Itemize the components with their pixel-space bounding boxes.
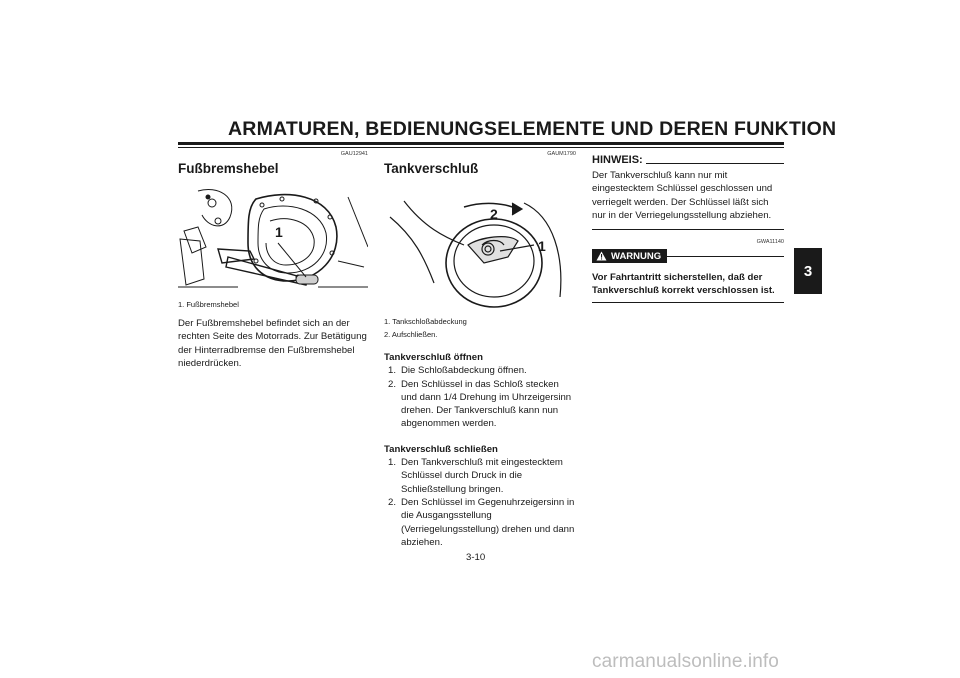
chapter-tab[interactable]: 3 <box>794 248 822 294</box>
section-title: Tankverschluß <box>384 161 479 176</box>
warning-text: Vor Fahrtantritt sicherstellen, daß der Tankverschluß korrekt verschlossen ist. <box>592 272 775 297</box>
watermark[interactable]: carmanualsonline.info <box>592 651 779 672</box>
list-item: 2. Den Schlüssel in das Schloß stecken und dann 1/4 Drehung im Uhrzeigersinn drehen. Der Tankverschluß kann nun abgenommen werden. <box>388 378 572 430</box>
note-label: HINWEIS: <box>592 154 643 166</box>
fuel-cap-illustration <box>384 187 576 311</box>
list-item: 1. Die Schloßabdeckung öffnen. <box>388 365 527 377</box>
warning-code: GWA11140 <box>756 239 784 246</box>
steps-close <box>384 456 576 549</box>
note-and-warning <box>592 150 784 303</box>
header-rule-thin <box>178 147 784 148</box>
section-body: Der Fußbremshebel befindet sich an der rechten Seite des Motorrads. Zur Betätigung der Hinterradbremse den Fußbremshebel niederdrücken. <box>178 318 367 369</box>
warning-label: WARNUNG <box>611 250 662 262</box>
note-header <box>592 150 784 166</box>
callout-1: 1 <box>538 238 546 254</box>
page-number: 3-10 <box>466 552 486 563</box>
note-text: Der Tankverschluß kann nur mit eingestecktem Schlüssel geschlossen und verriegelt werden. Der Schlüssel läßt sich nur in der Verriegelungsstellung abziehen. <box>592 170 773 221</box>
figure-caption: 1. Fußbremshebel <box>178 300 239 309</box>
list-item: 2. Den Schlüssel im Gegenuhrzeigersinn in die Ausgangsstellung (Verriegelungsstellung) drehen und dann abziehen. <box>388 496 575 548</box>
steps-open <box>384 364 576 430</box>
section-code: GAU12941 <box>340 151 368 157</box>
section-code: GAUM1790 <box>547 151 576 157</box>
warning-icon <box>596 251 607 261</box>
subheading-close: Tankverschluß schließen <box>384 443 498 455</box>
section-footbrake <box>178 150 368 370</box>
callout-1: 1 <box>275 224 283 240</box>
chapter-title: ARMATUREN, BEDIENUNGSELEMENTE UND DEREN FUNKTION <box>228 118 837 140</box>
section-fuel-cap <box>384 150 576 549</box>
figure-caption-1: 1. Tankschloßabdeckung <box>384 317 467 326</box>
footbrake-illustration <box>178 187 368 293</box>
callout-2: 2 <box>490 206 498 222</box>
warning-badge <box>592 249 667 263</box>
subheading-open: Tankverschluß öffnen <box>384 352 483 363</box>
list-item: 1. Den Tankverschluß mit eingestecktem Schlüssel durch Druck in die Schließstellung bringen. <box>388 457 563 495</box>
fuel-cap-drawing <box>384 187 576 311</box>
warning-end-rule <box>592 302 784 303</box>
figure-caption-2: 2. Aufschließen. <box>384 330 438 339</box>
header-rule <box>178 142 784 145</box>
warning-rule <box>667 256 784 257</box>
note-rule <box>646 163 784 164</box>
section-title: Fußbremshebel <box>178 161 279 176</box>
note-end-rule <box>592 229 784 230</box>
warning-header <box>592 248 784 264</box>
figure-caption-list <box>384 315 576 341</box>
footbrake-drawing <box>178 187 368 293</box>
